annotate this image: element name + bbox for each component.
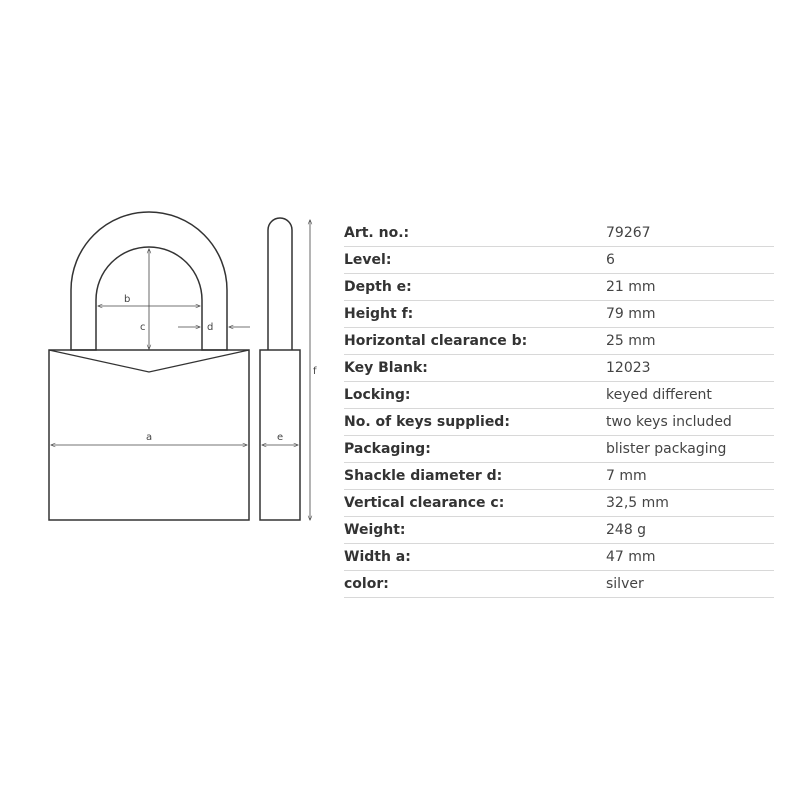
spec-label: Level:: [344, 247, 606, 274]
spec-label: Shackle diameter d:: [344, 463, 606, 490]
spec-label: Art. no.:: [344, 220, 606, 247]
spec-label: Weight:: [344, 517, 606, 544]
spec-value: 79267: [606, 220, 774, 247]
spec-row: [344, 382, 774, 409]
spec-label: Vertical clearance c:: [344, 490, 606, 517]
spec-label: Horizontal clearance b:: [344, 328, 606, 355]
spec-row: [344, 490, 774, 517]
spec-row: [344, 328, 774, 355]
spec-value: two keys included: [606, 409, 774, 436]
spec-row: [344, 355, 774, 382]
spec-row: [344, 247, 774, 274]
spec-label: No. of keys supplied:: [344, 409, 606, 436]
body-chevron: [49, 350, 249, 372]
spec-value: silver: [606, 571, 774, 598]
spec-label: Locking:: [344, 382, 606, 409]
spec-label: Packaging:: [344, 436, 606, 463]
spec-row: [344, 517, 774, 544]
dimension-label-d: d: [207, 322, 214, 333]
spec-row: [344, 544, 774, 571]
dimension-label-c: c: [140, 322, 146, 333]
spec-value: keyed different: [606, 382, 774, 409]
spec-value: 7 mm: [606, 463, 774, 490]
dimension-label-b: b: [124, 294, 131, 305]
spec-value: 12023: [606, 355, 774, 382]
spec-value: 248 g: [606, 517, 774, 544]
spec-value: 47 mm: [606, 544, 774, 571]
shackle-side-outline: [268, 218, 292, 350]
spec-value: blister packaging: [606, 436, 774, 463]
spec-label: Width a:: [344, 544, 606, 571]
spec-row: [344, 571, 774, 598]
spec-value: 6: [606, 247, 774, 274]
spec-row: [344, 301, 774, 328]
spec-row: [344, 463, 774, 490]
spec-label: Height f:: [344, 301, 606, 328]
spec-value: 79 mm: [606, 301, 774, 328]
dimension-label-f: f: [313, 366, 317, 377]
dimension-label-a: a: [146, 432, 153, 443]
spec-value: 21 mm: [606, 274, 774, 301]
spec-row: [344, 409, 774, 436]
spec-label: color:: [344, 571, 606, 598]
specification-table: [344, 220, 774, 598]
padlock-dimension-diagram: [0, 0, 330, 800]
spec-row: [344, 274, 774, 301]
spec-row: [344, 220, 774, 247]
spec-row: [344, 436, 774, 463]
dimension-label-e: e: [277, 432, 284, 443]
spec-label: Key Blank:: [344, 355, 606, 382]
spec-label: Depth e:: [344, 274, 606, 301]
spec-value: 25 mm: [606, 328, 774, 355]
padlock-drawing: [0, 0, 330, 800]
spec-value: 32,5 mm: [606, 490, 774, 517]
